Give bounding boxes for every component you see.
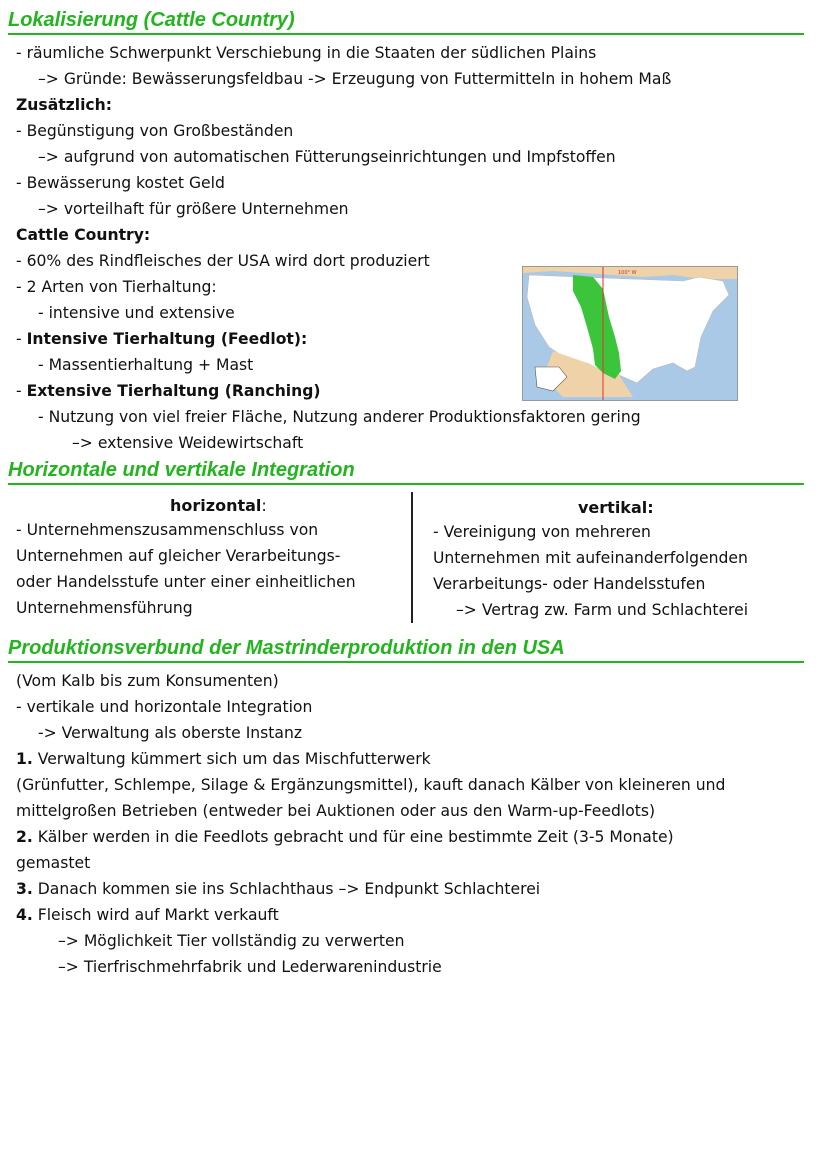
step-1 — [16, 746, 431, 772]
step-4 — [16, 902, 279, 928]
step-number: 4. — [16, 906, 33, 924]
vertikal-line: –> Vertrag zw. Farm und Schlachterei — [456, 601, 749, 619]
subheading-intensive: Intensive Tierhaltung (Feedlot): — [26, 330, 308, 348]
vertikal-line: - Vereinigung von mehreren — [433, 523, 651, 541]
dash-prefix: - — [16, 382, 27, 400]
text-line: –> Tierfrischmehrfabrik und Lederwarenindustrie — [58, 958, 442, 976]
heading-lokalisierung: Lokalisierung (Cattle Country) — [8, 8, 804, 35]
step-text: Danach kommen sie ins Schlachthaus –> Endpunkt Schlachterei — [37, 880, 541, 898]
text-line: (Grünfutter, Schlempe, Silage & Ergänzungsmittel), kauft danach Kälber von kleineren und — [16, 776, 726, 794]
text-line: –> Möglichkeit Tier vollständig zu verwerten — [58, 932, 405, 950]
text-line: - 60% des Rindfleisches der USA wird dort produziert — [16, 252, 430, 270]
text-line: –> extensive Weidewirtschaft — [72, 434, 304, 452]
step-number: 1. — [16, 750, 33, 768]
dash-prefix: - — [16, 330, 27, 348]
text-line: - Begünstigung von Großbeständen — [16, 122, 294, 140]
horizontal-line: oder Handelsstufe unter einer einheitlichen — [16, 573, 356, 591]
horizontal-title: horizontal — [170, 496, 262, 515]
vertikal-line: Unternehmen mit aufeinanderfolgenden — [433, 549, 748, 567]
horizontal-line: Unternehmen auf gleicher Verarbeitungs- — [16, 547, 341, 565]
column-title-vertikal: vertikal: — [578, 498, 654, 517]
text-line: gemastet — [16, 854, 91, 872]
text-line: - 2 Arten von Tierhaltung: — [16, 278, 217, 296]
heading-produktionsverbund: Produktionsverbund der Mastrinderproduktion in den USA — [8, 636, 804, 663]
step-number: 3. — [16, 880, 33, 898]
text-line: - räumliche Schwerpunkt Verschiebung in die Staaten der südlichen Plains — [16, 44, 597, 62]
step-text: Verwaltung kümmert sich um das Mischfutterwerk — [37, 750, 431, 768]
horizontal-colon: : — [261, 496, 267, 515]
horizontal-line: - Unternehmenszusammenschluss von — [16, 521, 319, 539]
text-line: - Massentierhaltung + Mast — [38, 356, 254, 374]
horizontal-line: Unternehmensführung — [16, 599, 193, 617]
map-meridian-label: 100° W — [618, 270, 637, 276]
text-line: - Bewässerung kostet Geld — [16, 174, 225, 192]
subheading-zusaetzlich: Zusätzlich: — [16, 96, 113, 114]
text-line: mittelgroßen Betrieben (entweder bei Auktionen oder aus den Warm-up-Feedlots) — [16, 802, 656, 820]
heading-integration: Horizontale und vertikale Integration — [8, 458, 804, 485]
step-text: Kälber werden in die Feedlots gebracht und für eine bestimmte Zeit (3-5 Monate) — [37, 828, 674, 846]
text-line: - vertikale und horizontale Integration — [16, 698, 313, 716]
text-line: –> vorteilhaft für größere Unternehmen — [38, 200, 349, 218]
text-line-intensive — [16, 326, 307, 352]
text-line: - intensive und extensive — [38, 304, 235, 322]
usa-cattle-country-map — [522, 266, 738, 401]
text-line: (Vom Kalb bis zum Konsumenten) — [16, 672, 279, 690]
step-2 — [16, 824, 674, 850]
text-line-extensive — [16, 378, 321, 404]
column-title-horizontal — [170, 493, 267, 519]
text-line: –> aufgrund von automatischen Fütterungseinrichtungen und Impfstoffen — [38, 148, 616, 166]
column-divider — [411, 492, 413, 623]
subheading-cattle-country: Cattle Country: — [16, 226, 151, 244]
text-line: –> Gründe: Bewässerungsfeldbau -> Erzeugung von Futtermitteln in hohem Maß — [38, 70, 672, 88]
step-3 — [16, 876, 540, 902]
step-text: Fleisch wird auf Markt verkauft — [37, 906, 279, 924]
text-line: -> Verwaltung als oberste Instanz — [38, 724, 303, 742]
vertikal-line: Verarbeitungs- oder Handelsstufen — [433, 575, 706, 593]
subheading-extensive: Extensive Tierhaltung (Ranching) — [26, 382, 321, 400]
step-number: 2. — [16, 828, 33, 846]
text-line: - Nutzung von viel freier Fläche, Nutzung anderer Produktionsfaktoren gering — [38, 408, 641, 426]
